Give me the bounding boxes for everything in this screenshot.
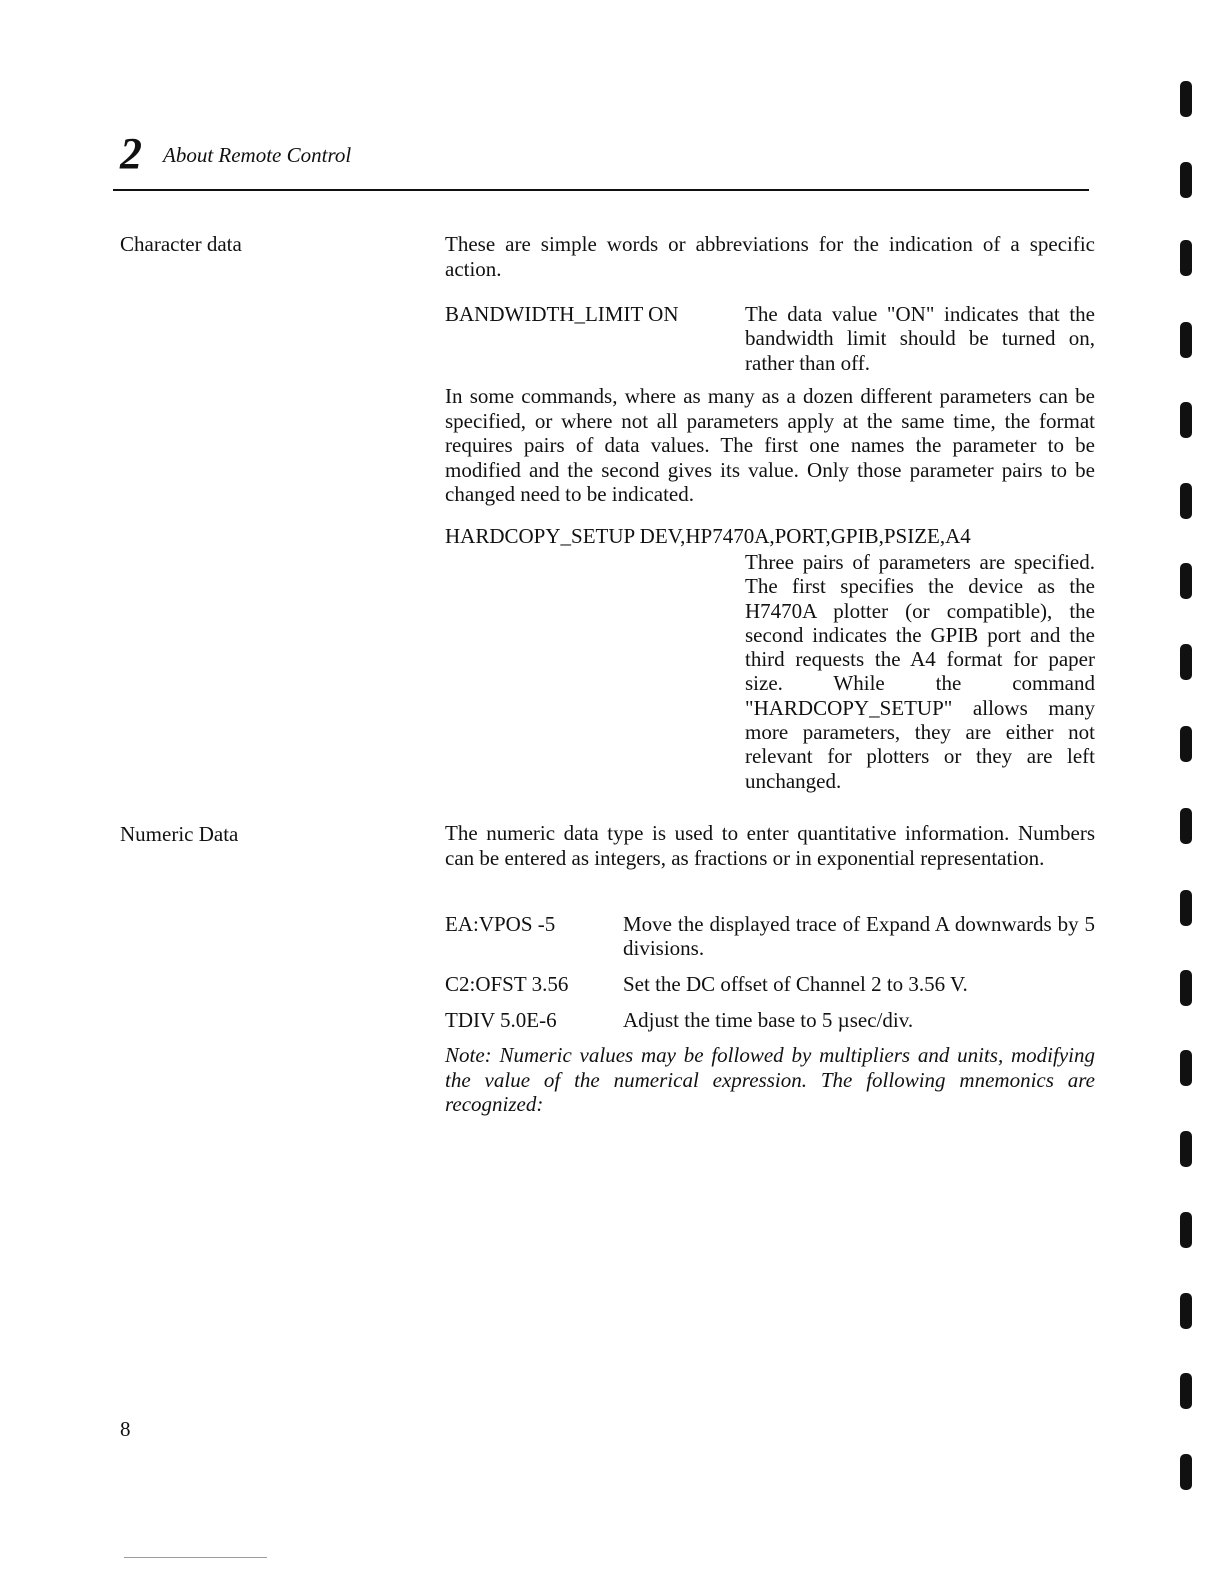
binder-mark bbox=[1180, 162, 1192, 198]
binder-mark bbox=[1180, 322, 1192, 358]
binder-mark bbox=[1180, 81, 1192, 117]
chapter-title: About Remote Control bbox=[163, 143, 352, 167]
example-description-tdiv: Adjust the time base to 5 µsec/div. bbox=[623, 1008, 914, 1032]
example-description-bandwidth: The data value "ON" indicates that the bandwidth limit should be turned on, rather than off. bbox=[745, 302, 1095, 375]
example-description-hardcopy: Three pairs of parameters are specified. The first specifies the device as the H7470A plotter (or compatible), the second indicates the GPIB port and the third requests the A4 format for paper size. While the command "HARDCOPY_SETUP" allows many more parameters, they are either not relevant for plotters or they are left unchanged. bbox=[745, 550, 1095, 793]
character-data-intro: These are simple words or abbreviations for the indication of a specific action. bbox=[445, 232, 1095, 281]
example-command-ofst: C2:OFST 3.56 bbox=[445, 972, 569, 996]
binder-mark bbox=[1180, 1131, 1192, 1167]
example-description-ofst: Set the DC offset of Channel 2 to 3.56 V. bbox=[623, 972, 968, 996]
binder-mark bbox=[1180, 563, 1192, 599]
example-command-bandwidth: BANDWIDTH_LIMIT ON bbox=[445, 302, 679, 326]
binder-mark bbox=[1180, 1454, 1192, 1490]
header-rule bbox=[113, 189, 1089, 191]
binder-mark bbox=[1180, 1373, 1192, 1409]
example-description-vpos: Move the displayed trace of Expand A downwards by 5 divisions. bbox=[623, 912, 1095, 961]
numeric-data-intro: The numeric data type is used to enter quantitative information. Numbers can be entered as integers, as fractions or in exponential representation. bbox=[445, 821, 1095, 870]
binder-mark bbox=[1180, 808, 1192, 844]
binder-mark bbox=[1180, 1212, 1192, 1248]
scan-edge-line bbox=[124, 1557, 267, 1558]
example-command-vpos: EA:VPOS -5 bbox=[445, 912, 556, 936]
binder-mark bbox=[1180, 890, 1192, 926]
chapter-number: 2 bbox=[120, 129, 142, 178]
character-data-paragraph: In some commands, where as many as a dozen different parameters can be specified, or where not all parameters apply at the same time, the format requires pairs of data values. The first one names the parameter to be modified and the second gives its value. Only those parameter pairs to be changed need to be indicated. bbox=[445, 384, 1095, 506]
binder-mark bbox=[1180, 970, 1192, 1006]
example-command-tdiv: TDIV 5.0E-6 bbox=[445, 1008, 557, 1032]
section-heading-numeric-data: Numeric Data bbox=[120, 822, 239, 846]
section-heading-character-data: Character data bbox=[120, 232, 242, 256]
binder-mark bbox=[1180, 726, 1192, 762]
binder-mark bbox=[1180, 402, 1192, 438]
binder-mark bbox=[1180, 240, 1192, 276]
binder-mark bbox=[1180, 1050, 1192, 1086]
binder-mark bbox=[1180, 644, 1192, 680]
example-command-hardcopy: HARDCOPY_SETUP DEV,HP7470A,PORT,GPIB,PSIZE,A4 bbox=[445, 524, 971, 548]
binder-mark bbox=[1180, 1293, 1192, 1329]
page-number: 8 bbox=[120, 1417, 131, 1441]
numeric-data-note: Note: Numeric values may be followed by multipliers and units, modifying the value of the numerical expression. The following mnemonics are recognized: bbox=[445, 1043, 1095, 1116]
binder-mark bbox=[1180, 483, 1192, 519]
